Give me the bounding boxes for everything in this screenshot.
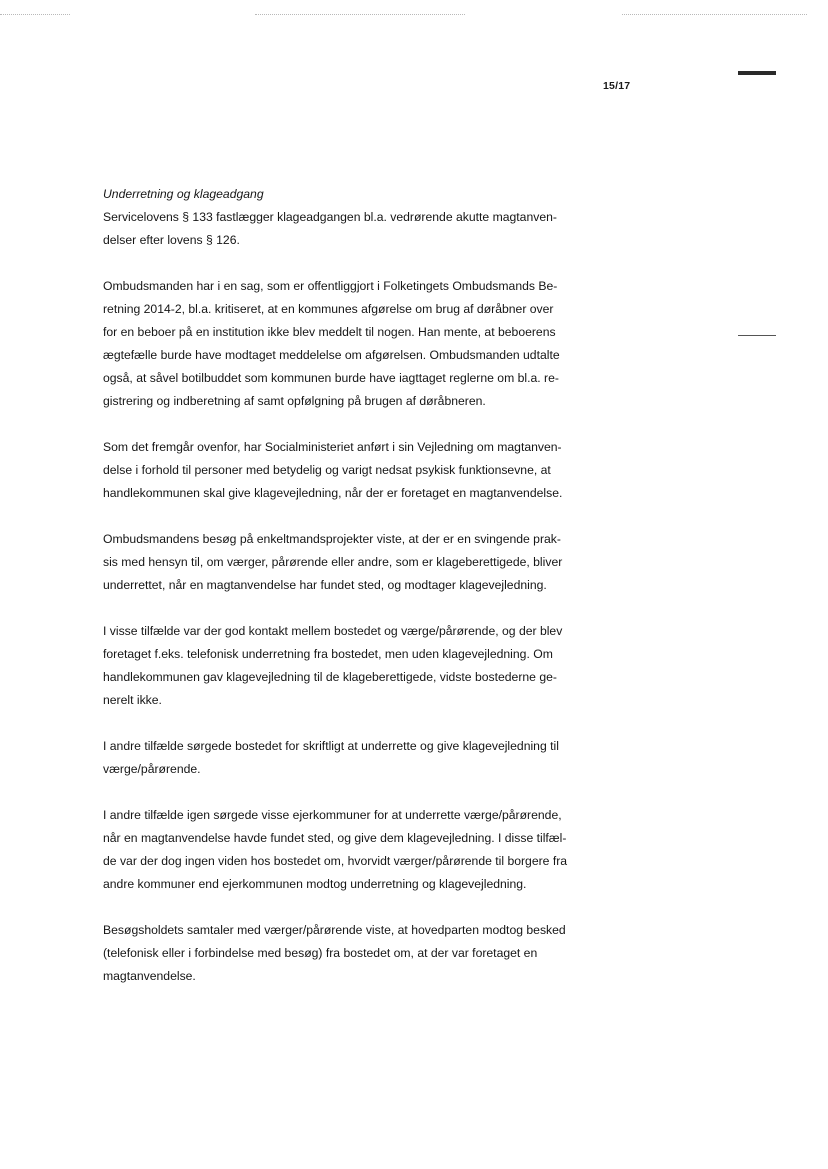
text-line: når en magtanvendelse havde fundet sted, og give dem klagevejledning. I disse tilfæl- <box>103 831 567 845</box>
text-line: gistrering og indberetning af samt opfølgning på brugen af døråbneren. <box>103 394 486 408</box>
text-line: sis med hensyn til, om værger, pårørende eller andre, som er klageberettigede, bliver <box>103 555 563 569</box>
paragraph <box>103 919 623 988</box>
paragraph <box>103 528 623 597</box>
paragraph <box>103 206 623 252</box>
paragraph <box>103 735 623 781</box>
scan-artifact-top-right <box>622 14 807 17</box>
text-line: I andre tilfælde sørgede bostedet for skriftligt at underrette og give klagevejledning til <box>103 739 559 753</box>
page-number: 15/17 <box>603 80 631 92</box>
text-line: ægtefælle burde have modtaget meddelelse om afgørelsen. Ombudsmanden udtalte <box>103 348 560 362</box>
text-line: delser efter lovens § 126. <box>103 233 240 247</box>
text-line: Ombudsmandens besøg på enkeltmandsprojekter viste, at der er en svingende prak- <box>103 532 561 546</box>
text-line: Som det fremgår ovenfor, har Socialministeriet anført i sin Vejledning om magtanven- <box>103 440 562 454</box>
text-line: Servicelovens § 133 fastlægger klageadgangen bl.a. vedrørende akutte magtanven- <box>103 210 557 224</box>
text-line: underrettet, når en magtanvendelse har fundet sted, og modtager klagevejledning. <box>103 578 547 592</box>
text-line: retning 2014-2, bl.a. kritiseret, at en kommunes afgørelse om brug af døråbner over <box>103 302 554 316</box>
document-body <box>103 183 623 1011</box>
text-line: foretaget f.eks. telefonisk underretning fra bostedet, men uden klagevejledning. Om <box>103 647 553 661</box>
text-line: de var der dog ingen viden hos bostedet om, hvorvidt værger/pårørende til borgere fra <box>103 854 568 868</box>
text-line: handlekommunen gav klagevejledning til de klageberettigede, vidste bostederne ge- <box>103 670 557 684</box>
text-line: for en beboer på en institution ikke blev meddelt til nogen. Han mente, at beboerens <box>103 325 556 339</box>
scan-artifact-top-center <box>255 14 465 17</box>
text-line: Ombudsmanden har i en sag, som er offentliggjort i Folketingets Ombudsmands Be- <box>103 279 558 293</box>
paragraph <box>103 804 623 896</box>
section-heading: Underretning og klageadgang <box>103 187 264 201</box>
text-line: magtanvendelse. <box>103 969 196 983</box>
paragraph <box>103 620 623 712</box>
paragraph <box>103 436 623 505</box>
text-line: I visse tilfælde var der god kontakt mellem bostedet og værge/pårørende, og der blev <box>103 624 563 638</box>
text-line: handlekommunen skal give klagevejledning, når der er foretaget en magtanvendelse. <box>103 486 563 500</box>
text-line: I andre tilfælde igen sørgede visse ejerkommuner for at underrette værge/pårørende, <box>103 808 562 822</box>
text-line: Besøgsholdets samtaler med værger/pårørende viste, at hovedparten modtog besked <box>103 923 566 937</box>
text-line: delse i forhold til personer med betydelig og varigt nedsat psykisk funktionsevne, at <box>103 463 551 477</box>
margin-mark-top <box>738 71 776 75</box>
text-line: nerelt ikke. <box>103 693 162 707</box>
text-line: andre kommuner end ejerkommunen modtog underretning og klagevejledning. <box>103 877 527 891</box>
paragraph <box>103 275 623 413</box>
text-line: værge/pårørende. <box>103 762 201 776</box>
text-line: også, at såvel botilbuddet som kommunen burde have iagttaget reglerne om bl.a. re- <box>103 371 559 385</box>
scan-artifact-top-left <box>0 14 70 17</box>
margin-mark-middle <box>738 335 776 336</box>
text-line: (telefonisk eller i forbindelse med besøg) fra bostedet om, at der var foretaget en <box>103 946 538 960</box>
